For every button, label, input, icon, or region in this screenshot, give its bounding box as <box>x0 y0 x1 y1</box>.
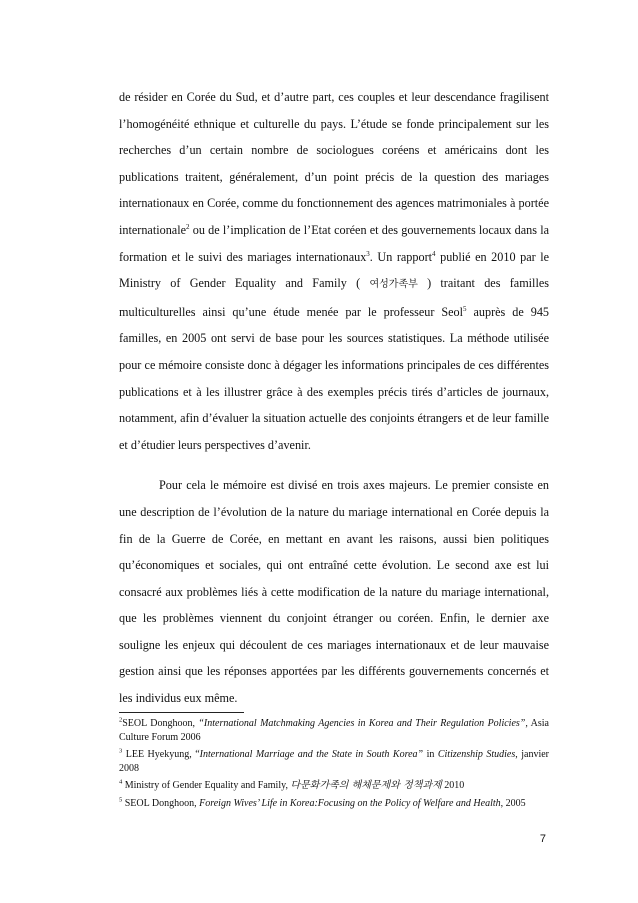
text-run: auprès de 945 familles, en 2005 ont servi de base pour les sources statistiques. La méthode utilisée pour ce mémoire consiste donc à dégager les informations principales de ces différentes publications et à les illustrer grâce à des exemples précis tirés d’articles de journaux, notamment, afin d’évaluer la situation actuelle des conjoints étrangers et de leur famille et d’étudier leurs perspectives d’avenir. <box>119 304 550 452</box>
text-run: Ministry of Gender Equality and Family, <box>122 780 291 792</box>
footnote-number: 3 <box>119 747 123 755</box>
text-run: ) traitant des familles multiculturelles ainsi qu’une étude menée par le professeur Seol <box>119 276 549 319</box>
footnote-ref-5[interactable]: 5 <box>463 304 467 313</box>
text-run: SEOL Donghoon, <box>122 718 199 729</box>
footnote-number: 5 <box>119 796 123 804</box>
footnote-number: 4 <box>119 779 123 787</box>
text-run: LEE Hyekyung, “ <box>122 749 200 761</box>
footnote-5 <box>119 797 549 811</box>
paragraph-1 <box>119 84 549 458</box>
page-number: 7 <box>539 833 546 845</box>
footnote-ref-4[interactable]: 4 <box>432 249 436 258</box>
footnote-title: Foreign Wives’ Life in Korea:Focusing on the Policy of Welfare and Health <box>199 797 501 809</box>
footnote-title: International Marriage and the State in South Korea” <box>199 749 424 761</box>
paragraph-2: Pour cela le mémoire est divisé en trois axes majeurs. Le premier consiste en une description de l’évolution de la nature du mariage international en Corée depuis la fin de la Guerre de Corée, en mettant en avant les raisons, aussi bien politiques qu’économiques et sociales, qui ont entraîné cette évolution. Le second axe est lui consacré aux problèmes liés à cette modification de la nature du mariage international, que les problèmes viennent du conjoint étranger ou coréen. Enfin, le dernier axe souligne les enjeux qui découlent de ces mariages internationaux et de leur mauvaise gestion ainsi que les réponses apportées par les différents gouvernements concernés et les individus eux même. <box>119 478 549 706</box>
text-run: , Asia Culture Forum 2006 <box>119 718 549 743</box>
text-run: , 2005 <box>500 797 526 809</box>
text-run: publié en 2010 par le Ministry of Gender Equality and Family ( <box>119 249 550 291</box>
footnote-2 <box>119 717 549 744</box>
text-run: in <box>423 749 438 761</box>
text-run: de résider en Corée du Sud, et d’autre part, ces couples et leur descendance fragilisent l’homogénéité ethnique et culturelle du pays. L’étude se fonde principalement sur les recherches d’un certain nombre de sociologues coréens et américains dont les publications traitent, généralement, d’un point précis de la question des mariages internationaux en Corée, comme du fonctionnement des agences matrimoniales à portée internationale <box>119 90 549 237</box>
main-text <box>119 84 549 712</box>
text-run: ou de l’implication de l’Etat coréen et des gouvernements locaux dans la formation et le suivi des mariages internationaux <box>119 222 549 264</box>
footnote-ref-2[interactable]: 2 <box>186 222 190 231</box>
footnotes <box>119 717 549 815</box>
footnote-4 <box>119 779 549 793</box>
footnote-number: 2 <box>119 716 123 724</box>
korean-ministry-name: 여성가족부 <box>369 279 418 291</box>
footnote-ref-3[interactable]: 3 <box>366 249 370 258</box>
footnote-title: “International Matchmaking Agencies in Korea and Their Regulation Policies” <box>198 718 526 729</box>
text-run: , janvier 2008 <box>119 749 549 774</box>
text-run: SEOL Donghoon, <box>122 797 200 809</box>
footnote-journal: Citizenship Studies <box>437 749 516 761</box>
footnote-korean-title: 다문화가족의 해체문제와 정책과제 <box>290 780 442 792</box>
text-run: . Un rapport <box>369 249 433 264</box>
text-run: 2010 <box>441 780 465 792</box>
footnote-separator <box>119 712 244 713</box>
footnote-3 <box>119 748 549 775</box>
